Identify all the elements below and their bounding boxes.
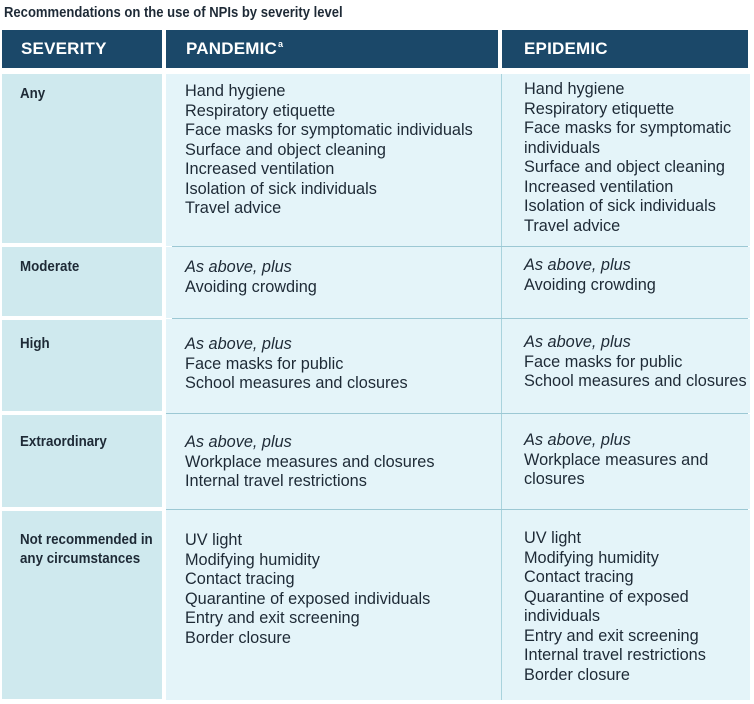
- as-above-note: As above, plus: [185, 258, 292, 276]
- severity-cell-extraordinary: [2, 415, 162, 507]
- row-divider: [166, 509, 748, 510]
- measure-item: Border closure: [185, 628, 291, 647]
- as-above-note: As above, plus: [185, 433, 292, 451]
- measure-item: Quarantine of exposed individuals: [185, 589, 431, 608]
- severity-cell-any: [2, 74, 162, 243]
- measure-item: Increased ventilation: [185, 160, 335, 178]
- severity-cell-not-recommended: [2, 511, 162, 699]
- epidemic-cell-extraordinary: [502, 414, 750, 509]
- epidemic-cell-any: [502, 74, 750, 246]
- measure-item: Isolation of sick individuals: [524, 197, 716, 215]
- pandemic-cell-moderate: [166, 247, 502, 318]
- measure-item: Hand hygiene: [524, 80, 625, 98]
- as-above-note: As above, plus: [524, 256, 631, 274]
- measure-item: Avoiding crowding: [524, 275, 656, 294]
- severity-label-line: Not recommended in: [20, 532, 153, 548]
- measure-item: Contact tracing: [185, 570, 295, 588]
- row-divider: [172, 318, 748, 319]
- measure-item: Entry and exit screening: [185, 609, 360, 627]
- measure-item: Modifying humidity: [524, 548, 659, 567]
- measure-item: School measures and closures: [185, 374, 408, 392]
- epidemic-cell-high: [502, 319, 750, 413]
- measure-item: Face masks for symptomatic: [524, 119, 732, 137]
- as-above-note: As above, plus: [185, 335, 292, 353]
- header-epidemic: [502, 30, 748, 68]
- severity-label-line: any circumstances: [20, 551, 141, 567]
- measure-item: Workplace measures and closures: [185, 452, 435, 471]
- measure-item: Internal travel restrictions: [524, 646, 706, 664]
- measure-item: Entry and exit screening: [524, 626, 699, 645]
- column-divider: [501, 74, 502, 700]
- measure-item: Modifying humidity: [185, 550, 320, 569]
- measure-item: closures: [524, 470, 585, 488]
- header-pandemic: [166, 30, 498, 68]
- row-divider: [166, 413, 748, 414]
- measure-item: Respiratory etiquette: [185, 101, 336, 120]
- severity-label: Moderate: [20, 259, 80, 275]
- measure-item: Increased ventilation: [524, 177, 674, 196]
- measure-item: Isolation of sick individuals: [185, 179, 377, 198]
- severity-label: High: [20, 336, 50, 352]
- measure-item: Face masks for public: [524, 352, 683, 371]
- measure-item: Surface and object cleaning: [524, 158, 725, 176]
- measure-item: individuals: [524, 138, 601, 157]
- header-severity-label: SEVERITY: [21, 39, 107, 58]
- measure-item: Avoiding crowding: [185, 277, 317, 296]
- header-pandemic-label: PANDEMIC: [186, 39, 278, 58]
- pandemic-cell-extraordinary: [166, 414, 502, 509]
- severity-label: Any: [20, 86, 46, 102]
- measure-item: Workplace measures and: [524, 450, 709, 469]
- header-epidemic-label: EPIDEMIC: [524, 39, 608, 58]
- measure-item: Surface and object cleaning: [185, 140, 386, 159]
- pandemic-cell-not-recommended: [166, 510, 502, 700]
- measure-item: Contact tracing: [524, 568, 634, 586]
- row-divider: [172, 246, 748, 247]
- severity-label: Extraordinary: [20, 434, 107, 450]
- measure-item: Internal travel restrictions: [185, 472, 367, 490]
- pandemic-cell-high: [166, 319, 502, 413]
- measure-item: Hand hygiene: [185, 82, 286, 100]
- measure-item: Travel advice: [185, 199, 282, 217]
- measure-item: School measures and closures: [524, 372, 747, 390]
- epidemic-cell-moderate: [502, 247, 750, 318]
- measure-item: individuals: [524, 607, 601, 625]
- pandemic-cell-any: [166, 74, 502, 246]
- measure-item: Border closure: [524, 665, 630, 684]
- measure-item: Face masks for symptomatic individuals: [185, 121, 473, 139]
- as-above-note: As above, plus: [524, 333, 631, 351]
- measure-item: UV light: [185, 531, 243, 549]
- epidemic-cell-not-recommended: [502, 510, 750, 700]
- header-severity: [2, 30, 162, 68]
- as-above-note: As above, plus: [524, 431, 631, 449]
- table-title: Recommendations on the use of NPIs by severity level: [4, 5, 343, 21]
- measure-item: Respiratory etiquette: [524, 99, 675, 118]
- severity-cell-high: [2, 320, 162, 411]
- measure-item: Face masks for public: [185, 354, 344, 373]
- severity-cell-moderate: [2, 247, 162, 316]
- measure-item: Travel advice: [524, 216, 621, 235]
- header-pandemic-footnote: a: [278, 39, 284, 49]
- measure-item: UV light: [524, 529, 582, 547]
- measure-item: Quarantine of exposed: [524, 587, 689, 606]
